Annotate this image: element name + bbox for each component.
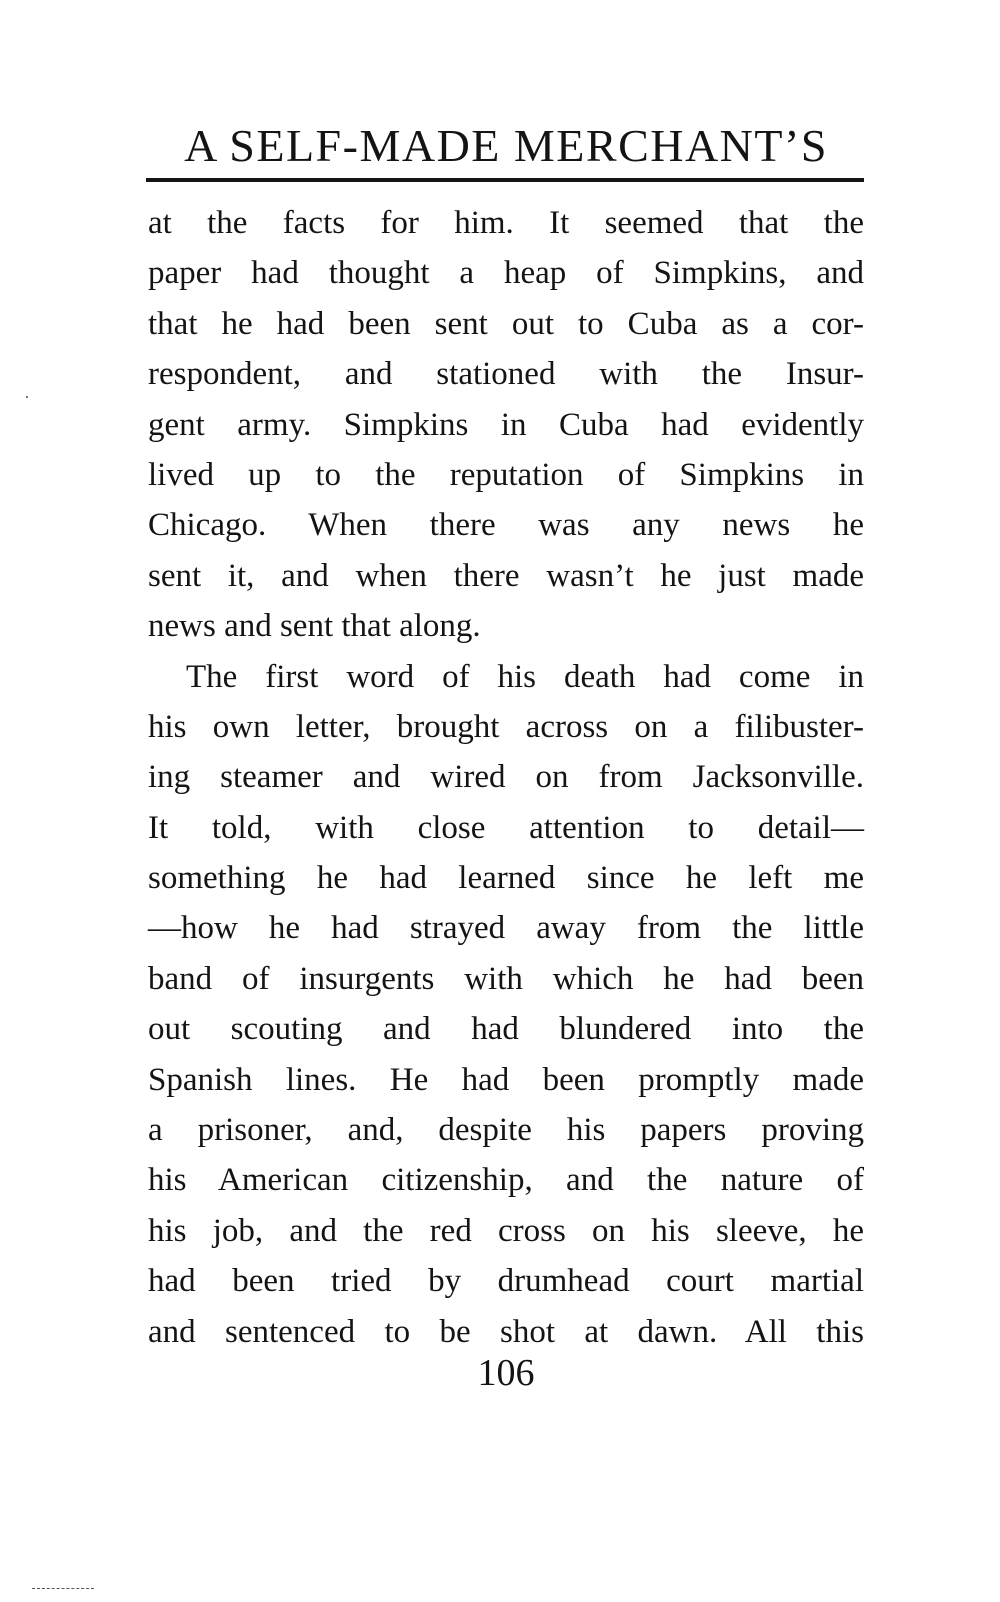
text-line: at the facts for him. It seemed that the (148, 205, 864, 241)
text-line: a prisoner, and, despite his papers proving (148, 1112, 864, 1149)
text-line: his own letter, brought across on a filibuster- (148, 708, 864, 745)
text-line: his American citizenship, and the nature of (148, 1162, 864, 1199)
text-line: gent army. Simpkins in Cuba had evidently (148, 406, 864, 443)
text-line: paper had thought a heap of Simpkins, and (148, 255, 864, 292)
text-line: Spanish lines. He had been promptly made (148, 1061, 864, 1098)
text-line: out scouting and had blundered into the (148, 1011, 864, 1048)
text-line: It told, with close attention to detail— (148, 809, 864, 846)
text-line: sent it, and when there wasn’t he just made (148, 557, 864, 594)
text-line: —how he had strayed away from the little (148, 910, 864, 947)
running-head: A SELF-MADE MERCHANT’S (184, 120, 828, 171)
paragraph-1 (148, 198, 864, 652)
text-line: band of insurgents with which he had been (148, 960, 864, 997)
paragraph-2 (148, 652, 864, 1357)
text-line: news and sent that along. (148, 608, 481, 645)
scan-speck (26, 396, 28, 398)
header-rule (146, 178, 864, 182)
text-line: lived up to the reputation of Simpkins in (148, 456, 864, 493)
text-line: The first word of his death had come in (186, 658, 864, 695)
body-text (148, 198, 864, 1357)
text-line: and sentenced to be shot at dawn. All this (148, 1313, 864, 1350)
scan-edge-mark (32, 1588, 94, 1589)
text-line: Chicago. When there was any news he (148, 507, 864, 544)
text-line: something he had learned since he left me (148, 860, 864, 897)
text-line: his job, and the red cross on his sleeve, he (148, 1212, 864, 1249)
text-line: respondent, and stationed with the Insur- (148, 356, 864, 393)
page-number: 106 (477, 1352, 535, 1394)
text-line: that he had been sent out to Cuba as a cor- (148, 305, 864, 342)
text-line: had been tried by drumhead court martial (148, 1263, 864, 1300)
text-line: ing steamer and wired on from Jacksonville. (148, 759, 864, 796)
